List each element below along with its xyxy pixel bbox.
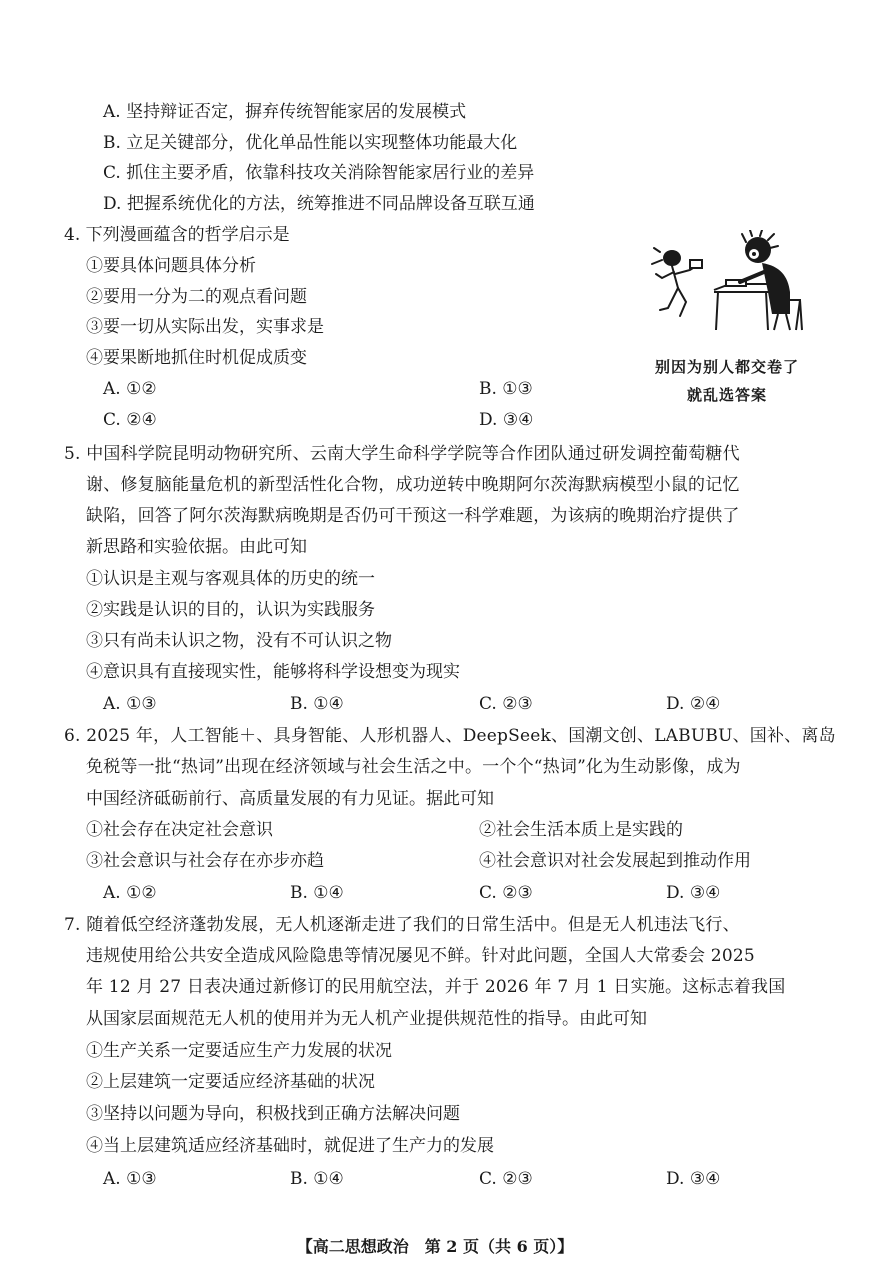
q4-option-d: D. ③④ bbox=[479, 410, 534, 430]
q4-item-2: ②要用一分为二的观点看问题 bbox=[86, 287, 307, 307]
q5-item-1: ①认识是主观与客观具体的历史的统一 bbox=[86, 569, 375, 589]
q5-stem-line-3: 缺陷，回答了阿尔茨海默病晚期是否仍可干预这一科学难题，为该病的晚期治疗提供了 bbox=[86, 506, 740, 526]
q6-stem-line-3: 中国经济砥砺前行、高质量发展的有力见证。据此可知 bbox=[86, 789, 494, 809]
q4-item-1: ①要具体问题具体分析 bbox=[86, 256, 256, 276]
q3-option-b: B. 立足关键部分，优化单品性能以实现整体功能最大化 bbox=[103, 133, 518, 153]
q7-stem-line-2: 违规使用给公共安全造成风险隐患等情况屡见不鲜。针对此问题，全国人大常委会 2025 bbox=[86, 946, 755, 966]
q6-stem-line-2: 免税等一批“热词”出现在经济领域与社会生活之中。一个个“热词”化为生动影像，成为 bbox=[86, 757, 741, 777]
desk bbox=[714, 280, 770, 330]
q7-option-c: C. ②③ bbox=[479, 1169, 533, 1189]
q6-item-2: ②社会生活本质上是实践的 bbox=[479, 820, 683, 840]
page-footer: 【高二思想政治 第 2 页（共 6 页）】 bbox=[296, 1237, 574, 1256]
q4-option-a: A. ①② bbox=[103, 379, 157, 399]
q4-item-4: ④要果断地抓住时机促成质变 bbox=[86, 348, 307, 368]
q5-option-a: A. ①③ bbox=[103, 694, 157, 714]
q5-option-b: B. ①④ bbox=[290, 694, 344, 714]
q7-stem-line-3: 年 12 月 27 日表决通过新修订的民用航空法，并于 2026 年 7 月 1 日实施。这标志着我国 bbox=[86, 977, 786, 997]
q5-stem-line-2: 谢、修复脑能量危机的新型活性化合物，成功逆转中晚期阿尔茨海默病模型小鼠的记忆 bbox=[86, 475, 740, 495]
q7-option-b: B. ①④ bbox=[290, 1169, 344, 1189]
q6-option-c: C. ②③ bbox=[479, 883, 533, 903]
q6-stem-line-1: 6. 2025 年，人工智能＋、具身智能、人形机器人、DeepSeek、国潮文创、LABUBU、国补、离岛 bbox=[64, 726, 836, 746]
q7-stem-line-1: 7. 随着低空经济蓬勃发展，无人机逐渐走进了我们的日常生活中。但是无人机违法飞行、 bbox=[64, 915, 740, 935]
q7-item-3: ③坚持以问题为导向，积极找到正确方法解决问题 bbox=[86, 1104, 460, 1124]
q5-stem-line-4: 新思路和实验依据。由此可知 bbox=[86, 537, 307, 557]
q7-item-2: ②上层建筑一定要适应经济基础的状况 bbox=[86, 1072, 375, 1092]
comic-caption-line1: 别因为别人都交卷了 bbox=[654, 358, 799, 376]
q7-item-1: ①生产关系一定要适应生产力发展的状况 bbox=[86, 1041, 392, 1061]
q6-option-a: A. ①② bbox=[103, 883, 157, 903]
q6-item-3: ③社会意识与社会存在亦步亦趋 bbox=[86, 851, 324, 871]
q6-option-b: B. ①④ bbox=[290, 883, 344, 903]
q5-stem-line-1: 5. 中国科学院昆明动物研究所、云南大学生命科学学院等合作团队通过研发调控葡萄糖代 bbox=[64, 444, 740, 464]
q5-item-2: ②实践是认识的目的，认识为实践服务 bbox=[86, 600, 375, 620]
q6-item-4: ④社会意识对社会发展起到推动作用 bbox=[479, 851, 751, 871]
running-student-figure bbox=[652, 248, 702, 316]
q3-option-c: C. 抓住主要矛盾，依靠科技攻关消除智能家居行业的差异 bbox=[103, 163, 535, 183]
sitting-student-figure bbox=[740, 230, 802, 330]
q4-option-b: B. ①③ bbox=[479, 379, 533, 399]
q5-item-3: ③只有尚未认识之物，没有不可认识之物 bbox=[86, 631, 392, 651]
comic-caption-line2: 就乱选答案 bbox=[686, 386, 767, 404]
q4-item-3: ③要一切从实际出发，实事求是 bbox=[86, 317, 324, 337]
q3-option-d: D. 把握系统优化的方法，统筹推进不同品牌设备互联互通 bbox=[103, 194, 535, 214]
q3-option-a: A. 坚持辩证否定，摒弃传统智能家居的发展模式 bbox=[103, 102, 467, 122]
q7-item-4: ④当上层建筑适应经济基础时，就促进了生产力的发展 bbox=[86, 1136, 494, 1156]
q7-option-d: D. ③④ bbox=[666, 1169, 721, 1189]
q6-item-1: ①社会存在决定社会意识 bbox=[86, 820, 273, 840]
q4-option-c: C. ②④ bbox=[103, 410, 157, 430]
q5-option-d: D. ②④ bbox=[666, 694, 721, 714]
q7-stem-line-4: 从国家层面规范无人机的使用并为无人机产业提供规范性的指导。由此可知 bbox=[86, 1009, 647, 1029]
q7-option-a: A. ①③ bbox=[103, 1169, 157, 1189]
q6-option-d: D. ③④ bbox=[666, 883, 721, 903]
q4-stem: 4. 下列漫画蕴含的哲学启示是 bbox=[64, 225, 290, 245]
q5-option-c: C. ②③ bbox=[479, 694, 533, 714]
q5-item-4: ④意识具有直接现实性，能够将科学设想变为现实 bbox=[86, 662, 460, 682]
